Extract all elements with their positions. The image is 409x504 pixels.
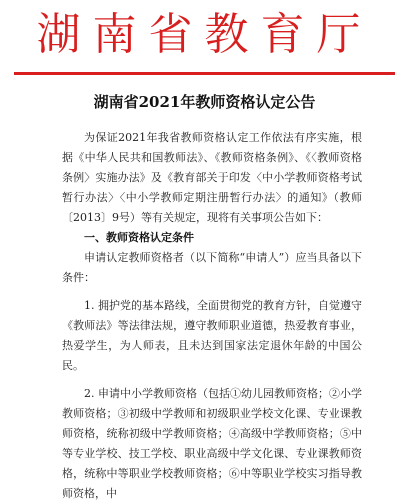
document-body <box>62 128 362 504</box>
masthead-title: 湖南省教育厅 <box>36 9 373 60</box>
masthead <box>0 0 409 90</box>
condition-item-1: 1. 拥护党的基本路线，全面贯彻党的教育方针，自觉遵守《教师法》等法律法规，遵守教师职业道德，热爱教育事业，热爱学生，为人师表，且未达到国家法定退休年龄的中国公民。 <box>62 299 362 372</box>
intro-paragraph: 为保证2021年我省教师资格认定工作依法有序实施，根据《中华人民共和国教师法》、《教师资格条例》、《〈教师资格条例〉实施办法》及《教育部关于印发〈中小学教师资格考试暂行办法〉〈中小学教师定期注册暂行办法〉的通知》（教师〔2013〕9号）等有关规定，现将有关事项公告如下： <box>62 131 362 224</box>
document-title: 湖南省2021年教师资格认定公告 <box>93 93 316 111</box>
masthead-divider <box>14 72 395 75</box>
section-heading-1: 一、教师资格认定条件 <box>84 231 194 244</box>
condition-item-2: 2. 申请中小学教师资格（包括①幼儿园教师资格；②小学教师资格；③初级中学教师和初级职业学校文化课、专业课教师资格，统称初级中学教师资格；④高级中学教师资格；⑤中等专业学校、技工学校、职业高级中学文化课、专业课教师资格，统称中等职业学校教师资格；⑥中等职业学校实习指导教师资格，中 <box>62 387 362 500</box>
conditions-paragraph: 申请认定教师资格者（以下简称“申请人”）应当具备以下条件： <box>62 251 362 284</box>
